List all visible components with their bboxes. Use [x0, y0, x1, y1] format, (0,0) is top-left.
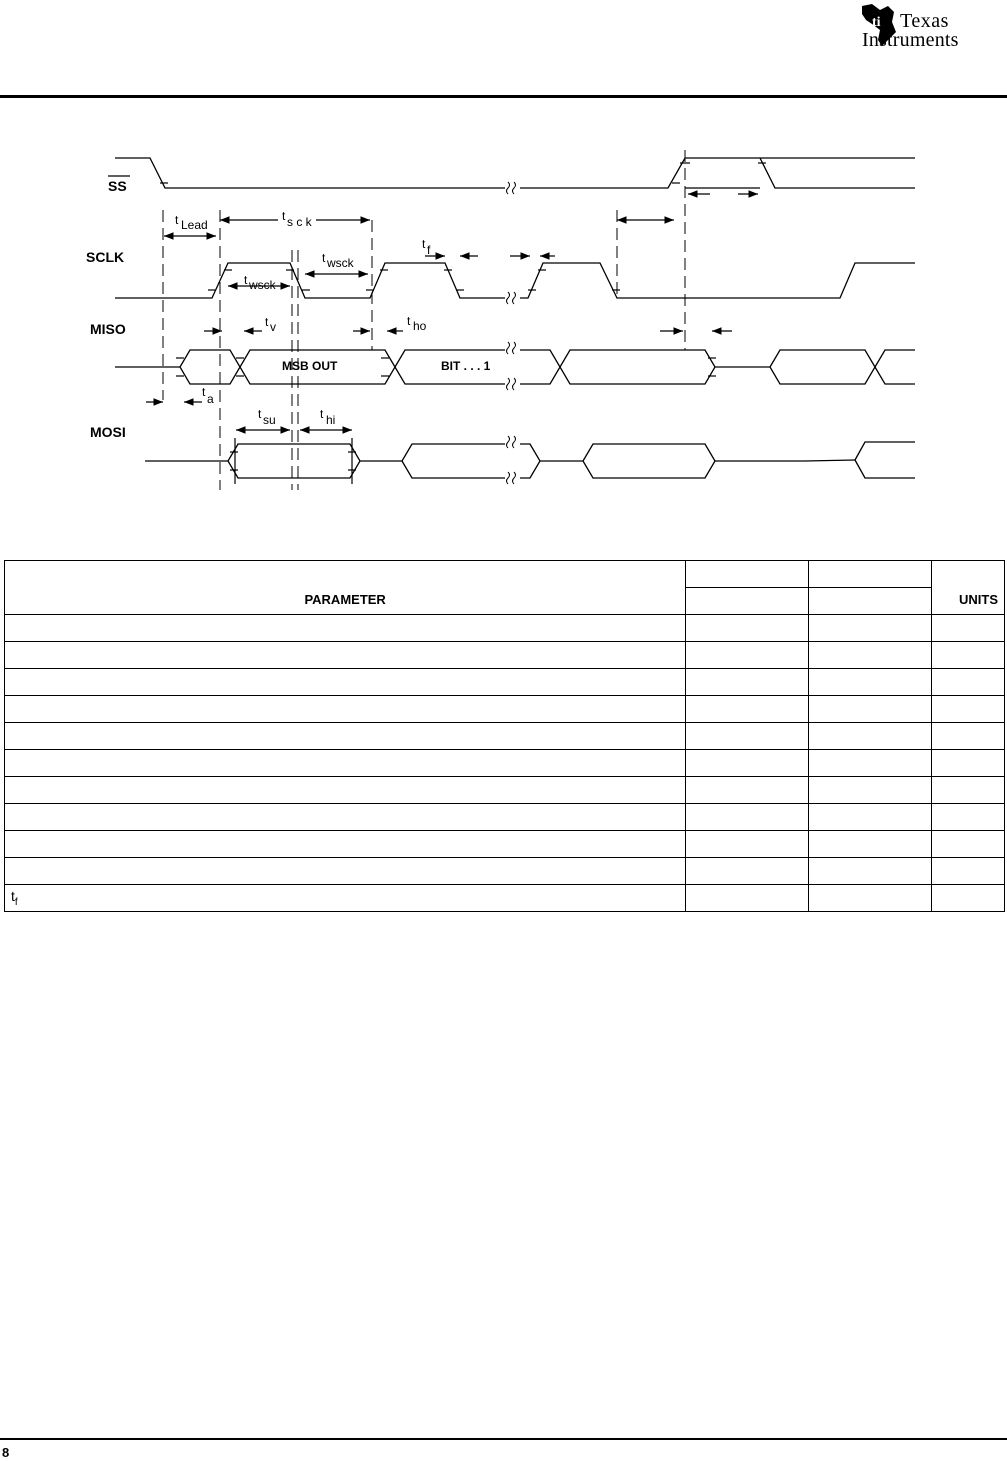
ann-sck-sub: s c k	[287, 215, 312, 229]
table-row	[5, 696, 1005, 723]
table-row	[5, 642, 1005, 669]
logo-text-instruments: Instruments	[862, 29, 959, 51]
table-header-row-1	[5, 561, 1005, 588]
ann-t-hi: t	[320, 407, 324, 421]
ann-v-sub: v	[270, 320, 276, 334]
ann-t-v: t	[265, 315, 269, 329]
table-row	[5, 858, 1005, 885]
ann-ho-sub: ho	[413, 319, 427, 333]
ann-su-sub: su	[263, 413, 276, 427]
ann-wsck-lower-sub: wsck	[249, 278, 276, 292]
table-header-max-cell	[809, 561, 932, 588]
table-row	[5, 723, 1005, 750]
table-header-min-cell	[686, 561, 809, 588]
table-row	[5, 831, 1005, 858]
logo-text-texas: Texas	[900, 10, 949, 32]
signal-label-ss: SS	[108, 178, 127, 194]
signal-label-sclk: SCLK	[86, 249, 125, 265]
signal-label-mosi: MOSI	[90, 424, 126, 440]
ann-t-lead: t	[175, 213, 179, 227]
ann-t-ho: t	[407, 314, 411, 328]
ann-f-sub: f	[427, 243, 431, 257]
spi-timing-diagram	[0, 120, 1007, 500]
table-header-units: UNITS	[959, 591, 998, 607]
ann-t-wsck-lower: t	[244, 273, 248, 287]
table-row-tf	[5, 885, 1005, 912]
miso-msb-out-label: MSB OUT	[282, 359, 338, 373]
ann-a-sub: a	[207, 392, 214, 406]
page-number: 8	[2, 1445, 10, 1460]
table-row	[5, 615, 1005, 642]
footer-rule	[0, 1438, 1007, 1440]
ann-t-f: t	[422, 237, 426, 251]
table-header-parameter-cell	[5, 561, 686, 615]
table-row	[5, 804, 1005, 831]
table-row	[5, 669, 1005, 696]
timing-parameter-table	[4, 560, 1005, 912]
table-header-units-cell	[932, 561, 1005, 615]
miso-bit1-label: BIT . . . 1	[441, 359, 491, 373]
ann-t-wsck-upper: t	[322, 251, 326, 265]
header-rule	[0, 95, 1007, 98]
table-header-parameter: PARAMETER	[304, 591, 386, 607]
ann-t-a: t	[202, 385, 206, 399]
ann-t-su: t	[258, 407, 262, 421]
tf-symbol: $t_f$	[11, 888, 18, 908]
signal-label-miso: MISO	[90, 321, 126, 337]
table-row	[5, 777, 1005, 804]
svg-text:ti: ti	[872, 15, 881, 30]
table-subheader-cell-2	[809, 588, 932, 615]
ann-lead-sub: Lead	[181, 218, 208, 232]
table-row	[5, 750, 1005, 777]
ann-t-sck: t	[282, 209, 286, 223]
ann-hi-sub: hi	[326, 413, 336, 427]
ann-wsck-upper-sub: wsck	[327, 256, 354, 270]
table-subheader-cell-1	[686, 588, 809, 615]
